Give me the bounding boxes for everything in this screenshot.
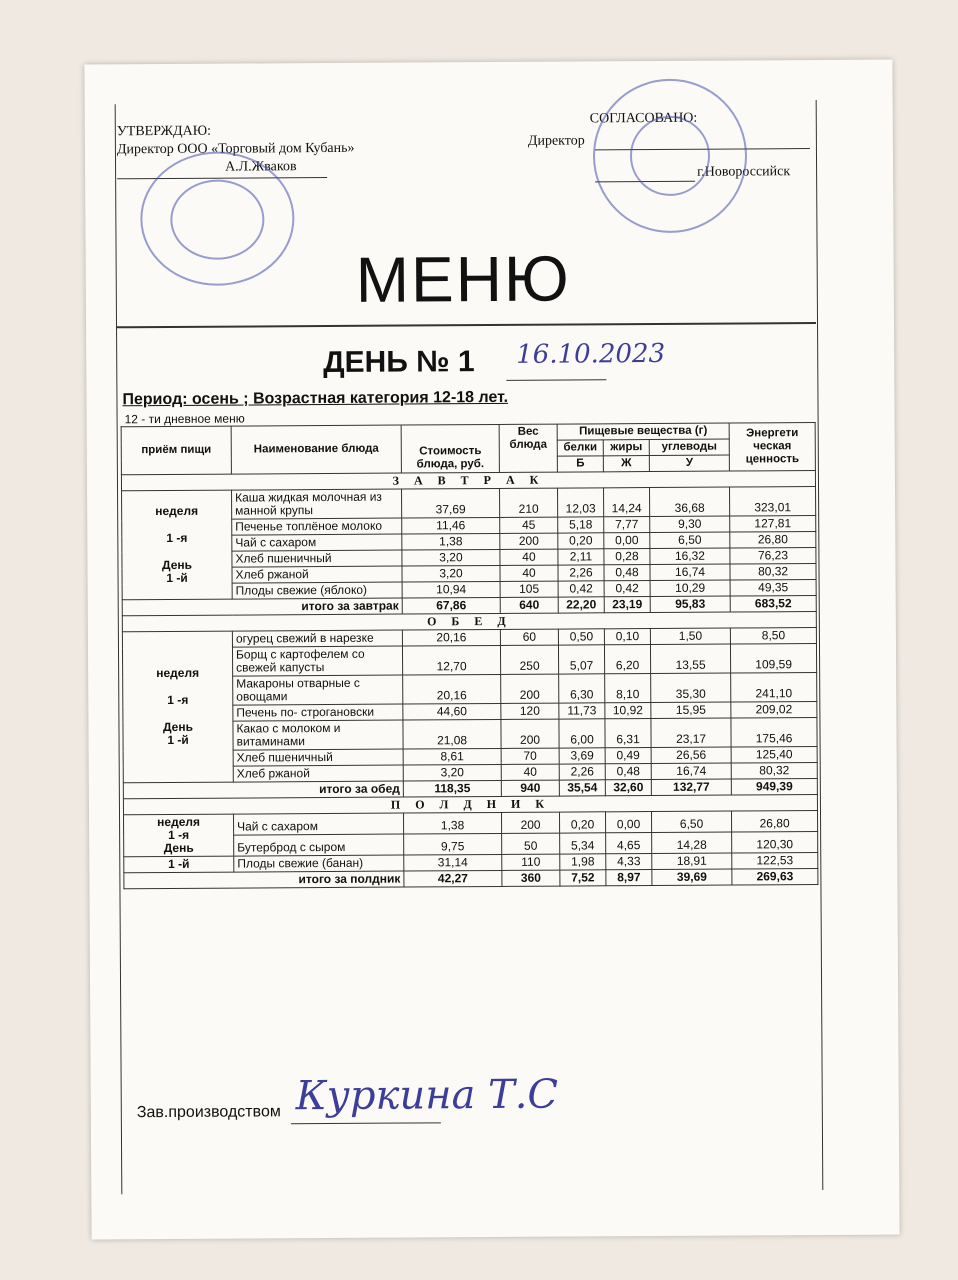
lunch-title: О Б Е Д xyxy=(122,612,816,632)
meal-period-line: День xyxy=(161,557,193,573)
cell-weight: 40 xyxy=(500,549,558,565)
cell-u: 16,74 xyxy=(650,564,730,580)
dish-name: Каша жидкая молочная из манной крупы xyxy=(232,489,402,519)
total-u: 39,69 xyxy=(652,869,732,885)
cell-energy: 127,81 xyxy=(730,516,816,533)
cell-b: 6,30 xyxy=(559,674,605,703)
cell-zh: 8,10 xyxy=(605,674,651,703)
cell-b: 5,07 xyxy=(558,645,604,674)
cell-weight: 200 xyxy=(500,533,558,549)
cell-cost: 12,70 xyxy=(402,645,500,675)
cell-u: 13,55 xyxy=(650,644,730,673)
cell-u: 36,68 xyxy=(650,487,730,516)
cell-b: 6,00 xyxy=(559,719,605,748)
approve-name: А.Л.Жваков xyxy=(225,159,297,175)
company-stamp-inner xyxy=(170,179,264,260)
col-weight: Вес блюда xyxy=(499,424,557,472)
cell-zh: 4,33 xyxy=(606,854,652,870)
school-stamp-inner xyxy=(630,116,710,196)
dish-name: Чай с сахаром xyxy=(234,813,404,835)
cell-energy: 8,50 xyxy=(730,628,816,645)
total-cost: 42,27 xyxy=(404,870,502,887)
total-label: итого за полдник xyxy=(124,871,404,889)
snack-title: П О Л Д Н И К xyxy=(123,795,817,815)
dish-name: Плоды свежие (яблоко) xyxy=(232,582,402,599)
col-u: У xyxy=(649,455,729,471)
total-zh: 32,60 xyxy=(605,780,651,796)
col-energy: Энергети ческая ценность xyxy=(729,423,815,472)
meal-period-cell xyxy=(122,631,233,783)
cell-cost: 1,38 xyxy=(403,812,501,834)
dish-name: Хлеб ржаной xyxy=(233,765,403,782)
cell-energy: 175,46 xyxy=(731,718,817,748)
total-weight: 360 xyxy=(502,870,560,886)
dish-name: Хлеб пшеничный xyxy=(233,749,403,766)
table-row xyxy=(122,487,816,520)
agreed-director: Директор xyxy=(527,133,585,149)
col-b: Б xyxy=(557,456,603,472)
cell-energy: 241,10 xyxy=(731,673,817,703)
cell-energy: 80,32 xyxy=(730,564,816,581)
cell-zh: 6,20 xyxy=(604,645,650,674)
cell-weight: 120 xyxy=(501,703,559,719)
dish-name: Плоды свежие (банан) xyxy=(234,855,404,872)
cell-weight: 200 xyxy=(501,719,559,748)
cell-cost: 20,16 xyxy=(403,674,501,704)
cell-b: 0,20 xyxy=(559,812,605,833)
dish-name: Бутерброд с сыром xyxy=(234,834,404,856)
cell-zh: 14,24 xyxy=(604,488,650,517)
cell-zh: 0,10 xyxy=(604,629,650,645)
cell-zh: 0,00 xyxy=(605,812,651,833)
cell-cost: 20,16 xyxy=(402,629,500,646)
cell-zh: 0,48 xyxy=(604,565,650,581)
cell-cost: 3,20 xyxy=(402,565,500,582)
cell-weight: 110 xyxy=(502,854,560,870)
cell-u: 18,91 xyxy=(652,853,732,869)
period-line: Период: осень ; Возрастная категория 12-18 лет. xyxy=(122,388,509,409)
total-energy: 683,52 xyxy=(730,596,816,613)
cell-weight: 200 xyxy=(501,674,559,703)
total-weight: 640 xyxy=(500,597,558,613)
total-cost: 67,86 xyxy=(402,597,500,614)
meal-period-line: 1 -й xyxy=(167,732,189,747)
total-cost: 118,35 xyxy=(403,780,501,797)
cell-weight: 50 xyxy=(502,833,560,854)
day-label: ДЕНЬ № 1 xyxy=(323,345,475,380)
meal-period-line: 1 -я xyxy=(168,827,190,842)
dish-name: Чай с сахаром xyxy=(232,534,402,551)
cell-energy: 26,80 xyxy=(732,811,818,833)
cell-zh: 7,77 xyxy=(604,517,650,533)
col-carbs: углеводы xyxy=(649,439,729,455)
cell-zh: 6,31 xyxy=(605,719,651,748)
school-stamp xyxy=(593,78,748,233)
cell-weight: 200 xyxy=(501,812,559,833)
cell-zh: 4,65 xyxy=(606,833,652,854)
meal-period-line: неделя xyxy=(156,665,200,681)
cell-energy: 26,80 xyxy=(730,532,816,549)
meal-period-day-cell: 1 -й xyxy=(124,856,234,873)
col-cost: Стоимость блюда, руб. xyxy=(401,424,499,473)
dish-name: Хлеб пшеничный xyxy=(232,550,402,567)
meal-period-line: День xyxy=(163,840,194,856)
cell-weight: 60 xyxy=(500,629,558,645)
agreed-label: СОГЛАСОВАНО: xyxy=(589,110,698,127)
cell-zh: 0,28 xyxy=(604,549,650,565)
cell-weight: 40 xyxy=(500,565,558,581)
cell-cost: 9,75 xyxy=(404,833,502,855)
cell-energy: 125,40 xyxy=(731,747,817,764)
menu-sheet xyxy=(84,60,899,1240)
cell-b: 0,42 xyxy=(558,581,604,597)
cell-u: 35,30 xyxy=(651,673,731,702)
meal-period-line: День xyxy=(162,719,194,735)
cell-b: 1,98 xyxy=(560,854,606,870)
cell-cost: 3,20 xyxy=(403,764,501,781)
cell-u: 6,50 xyxy=(650,532,730,548)
cell-cost: 8,61 xyxy=(403,748,501,765)
meal-period-line: неделя xyxy=(157,814,201,830)
cell-energy: 122,53 xyxy=(732,853,818,870)
cell-energy: 120,30 xyxy=(732,832,818,854)
cell-cost: 31,14 xyxy=(404,854,502,871)
total-b: 7,52 xyxy=(560,870,606,886)
cell-zh: 0,49 xyxy=(605,748,651,764)
total-energy: 269,63 xyxy=(732,869,818,886)
cell-weight: 250 xyxy=(500,645,558,674)
cell-zh: 0,00 xyxy=(604,533,650,549)
cell-u: 23,17 xyxy=(651,718,731,747)
col-nutrients: Пищевые вещества (г) xyxy=(557,423,729,440)
cell-cost: 44,60 xyxy=(403,703,501,720)
menu-type: 12 - ти дневное меню xyxy=(124,411,245,427)
cell-b: 5,34 xyxy=(560,833,606,854)
cell-energy: 49,35 xyxy=(730,580,816,597)
cell-zh: 10,92 xyxy=(605,703,651,719)
cell-u: 10,29 xyxy=(650,580,730,596)
col-meal: приём пищи xyxy=(121,426,231,475)
cell-weight: 210 xyxy=(500,488,558,517)
dish-name: Макароны отварные с овощами xyxy=(233,675,403,705)
meal-period-cell xyxy=(124,814,234,857)
cell-b: 5,18 xyxy=(558,517,604,533)
cell-cost: 1,38 xyxy=(402,533,500,550)
total-u: 95,83 xyxy=(650,596,730,612)
meal-period-line: 1 -я xyxy=(166,530,188,545)
meal-period-line: 1 -я xyxy=(167,692,189,707)
dish-name: Хлеб ржаной xyxy=(232,566,402,583)
cell-b: 0,50 xyxy=(558,629,604,645)
approve-label: УТВЕРЖДАЮ: xyxy=(116,123,212,140)
menu-table xyxy=(121,422,819,889)
agreed-city: г.Новороссийск xyxy=(697,164,791,180)
cell-u: 14,28 xyxy=(652,832,732,853)
cell-cost: 11,46 xyxy=(402,517,500,534)
total-zh: 23,19 xyxy=(604,597,650,613)
dish-name: Какао с молоком и витаминами xyxy=(233,720,403,750)
dish-name: огурец свежий в нарезке xyxy=(232,630,402,647)
total-zh: 8,97 xyxy=(606,870,652,886)
total-weight: 940 xyxy=(501,780,559,796)
cell-u: 16,74 xyxy=(651,763,731,779)
cell-weight: 70 xyxy=(501,748,559,764)
footer-signature: Куркина Т.С xyxy=(295,1071,559,1120)
cell-u: 15,95 xyxy=(651,702,731,718)
cell-cost: 3,20 xyxy=(402,549,500,566)
cell-b: 3,69 xyxy=(559,748,605,764)
col-dish: Наименование блюда xyxy=(231,425,401,474)
col-protein: белки xyxy=(557,440,603,456)
cell-u: 16,32 xyxy=(650,548,730,564)
breakfast-title: З А В Т Р А К xyxy=(121,471,815,491)
cell-b: 2,26 xyxy=(558,565,604,581)
cell-zh: 0,42 xyxy=(604,581,650,597)
cell-u: 26,56 xyxy=(651,747,731,763)
cell-b: 2,26 xyxy=(559,764,605,780)
cell-cost: 37,69 xyxy=(402,488,500,518)
col-zh: Ж xyxy=(603,456,649,472)
footer-label: Зав.производством xyxy=(136,1103,281,1122)
dish-name: Борщ с картофелем со свежей капусты xyxy=(232,646,402,676)
cell-cost: 21,08 xyxy=(403,719,501,749)
dish-name: Печень по- строгановски xyxy=(233,704,403,721)
total-u: 132,77 xyxy=(651,779,731,795)
cell-energy: 76,23 xyxy=(730,548,816,565)
menu-body xyxy=(121,471,818,889)
page-title: МЕНЮ xyxy=(355,242,571,316)
cell-u: 9,30 xyxy=(650,516,730,532)
cell-energy: 323,01 xyxy=(730,487,816,517)
cell-zh: 0,48 xyxy=(605,764,651,780)
dish-name: Печенье топлёное молоко xyxy=(232,518,402,535)
cell-b: 11,73 xyxy=(559,703,605,719)
cell-b: 0,20 xyxy=(558,533,604,549)
meal-period-cell xyxy=(122,490,233,600)
cell-cost: 10,94 xyxy=(402,581,500,598)
cell-weight: 40 xyxy=(501,764,559,780)
cell-energy: 80,32 xyxy=(731,763,817,780)
cell-u: 1,50 xyxy=(650,628,730,644)
col-fat: жиры xyxy=(603,440,649,456)
meal-period-line: 1 -й xyxy=(166,570,188,585)
cell-u: 6,50 xyxy=(651,811,731,832)
cell-energy: 209,02 xyxy=(731,702,817,719)
cell-b: 2,11 xyxy=(558,549,604,565)
total-label: итого за завтрак xyxy=(122,598,402,616)
total-b: 35,54 xyxy=(559,780,605,796)
company-stamp xyxy=(140,151,295,286)
day-date: 16.10.2023 xyxy=(516,338,666,370)
approve-director: Директор ООО «Торговый дом Кубань» xyxy=(116,140,355,158)
total-b: 22,20 xyxy=(558,597,604,613)
total-label: итого за обед xyxy=(123,781,403,799)
cell-energy: 109,59 xyxy=(731,644,817,674)
total-energy: 949,39 xyxy=(731,779,817,796)
cell-weight: 105 xyxy=(500,581,558,597)
meal-period-line: неделя xyxy=(155,503,199,519)
cell-b: 12,03 xyxy=(558,488,604,517)
cell-weight: 45 xyxy=(500,517,558,533)
